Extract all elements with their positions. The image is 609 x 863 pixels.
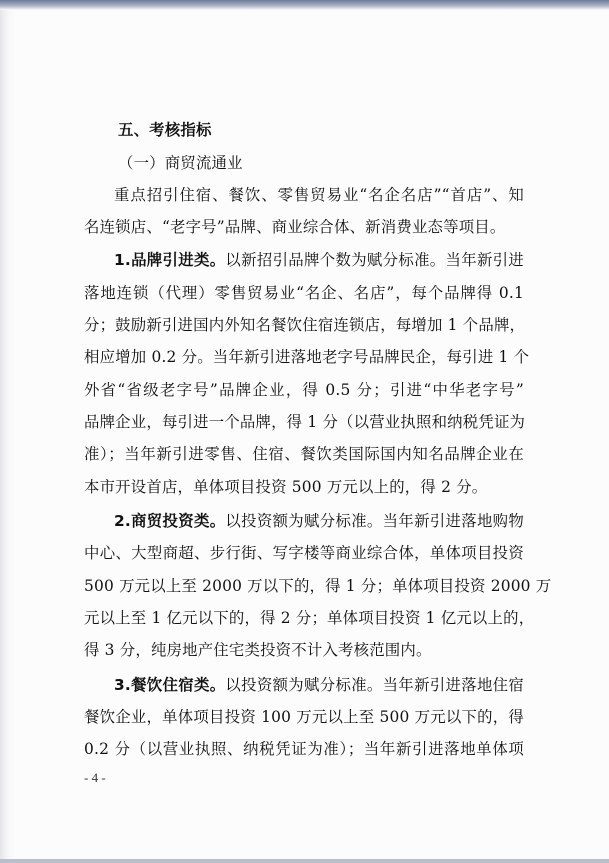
item2-title: 2.商贸投资类。 [114, 512, 226, 530]
item3-first-line [114, 673, 524, 695]
item3-line: 0.2 分（以营业执照、纳税凭证为准）；当年新引进落地单体项 [84, 740, 524, 758]
item1-line: 外省“省级老字号”品牌企业，得 0.5 分；引进“中华老字号” [84, 381, 524, 399]
item2-line: 得 3 分，纯房地产住宅类投资不计入考核范围内。 [84, 641, 432, 659]
item2-first-line [114, 509, 524, 531]
subsection-heading: （一）商贸流通业 [118, 154, 243, 172]
intro-line: 名连锁店、“老字号”品牌、商业综合体、新消费业态等项目。 [84, 218, 506, 236]
item1-first-line [114, 248, 524, 270]
item1-line: 本市开设首店，单体项目投资 500 万元以上的，得 2 分。 [84, 478, 488, 496]
page-number: - 4 - [84, 770, 106, 785]
item2-line: 元以上至 1 亿元以下的，得 2 分；单体项目投资 1 亿元以上的， [84, 609, 535, 627]
intro-line: 重点招引住宿、餐饮、零售贸易业“名企名店”“首店”、知 [114, 186, 524, 204]
item1-line: 品牌企业，每引进一个品牌，得 1 分（以营业执照和纳税凭证为 [84, 413, 526, 431]
item3-first-rest: 以投资额为赋分标准。当年新引进落地住宿 [225, 676, 524, 694]
item1-line: 分；鼓励新引进国内外知名餐饮住宿连锁店，每增加 1 个品牌， [84, 316, 526, 334]
item3-line: 餐饮企业，单体项目投资 100 万元以上至 500 万元以下的，得 [84, 708, 524, 726]
item1-first-rest: 以新招引品牌个数为赋分标准。当年新引进 [225, 251, 524, 269]
scan-bottom-edge [0, 859, 609, 863]
scan-top-edge [0, 0, 609, 10]
item1-line: 相应增加 0.2 分。当年新引进落地老字号品牌民企，每引进 1 个 [84, 348, 530, 366]
item2-line: 中心、大型商超、步行街、写字楼等商业综合体，单体项目投资 [84, 544, 524, 562]
item1-line: 落地连锁（代理）零售贸易业“名企、名店”，每个品牌得 0.1 [84, 284, 524, 302]
item3-title: 3.餐饮住宿类。 [114, 676, 226, 694]
section-heading: 五、考核指标 [118, 121, 212, 139]
item2-first-rest: 以投资额为赋分标准。当年新引进落地购物 [225, 512, 524, 530]
item1-title: 1.品牌引进类。 [114, 251, 226, 269]
item2-line: 500 万元以上至 2000 万以下的，得 1 分；单体项目投资 2000 万 [84, 577, 552, 595]
item1-line: 准）；当年新引进零售、住宿、餐饮类国际国内知名品牌企业在 [84, 445, 524, 463]
